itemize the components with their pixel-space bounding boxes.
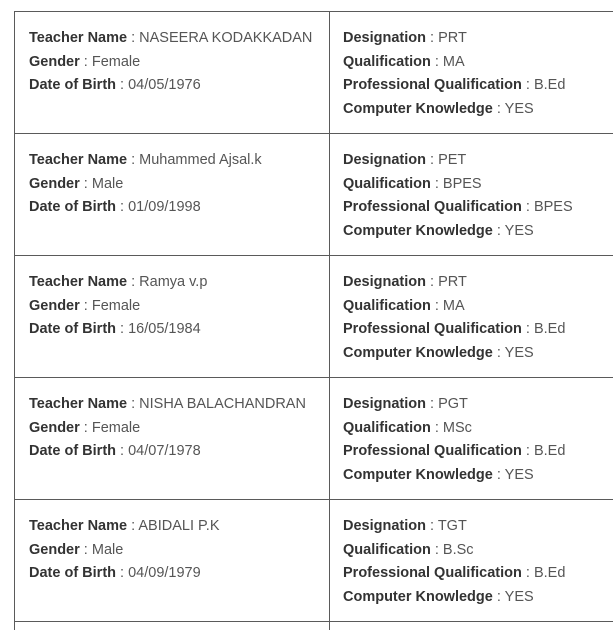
- professional-qualification-label: Professional Qualification: [343, 199, 522, 215]
- separator: :: [425, 274, 439, 290]
- separator: :: [521, 77, 534, 93]
- professional-qualification-value: B.Ed: [533, 321, 566, 337]
- qualification-value: B.Sc: [442, 541, 474, 558]
- teacher-info-cell: [15, 134, 330, 256]
- qualification-value: MA: [442, 53, 465, 70]
- separator: :: [521, 443, 534, 459]
- dob-value: 01/09/1998: [128, 199, 201, 215]
- professional-qualification-line: [343, 74, 613, 98]
- dob-value: 04/07/1978: [128, 443, 201, 459]
- teachers-table-body: [15, 12, 613, 631]
- teacher-name-value: Muhammed Ajsal.k: [139, 152, 262, 168]
- computer-knowledge-line: [343, 98, 613, 122]
- dob-line: [29, 440, 315, 464]
- professional-qualification-value: BPES: [533, 199, 573, 215]
- separator: :: [127, 396, 140, 412]
- gender-line: [29, 417, 315, 441]
- designation-label: Designation: [343, 518, 426, 534]
- empty-cell: [330, 622, 613, 631]
- qualification-line: [343, 539, 613, 563]
- designation-line: [343, 149, 613, 173]
- dob-value: 04/09/1979: [128, 565, 201, 581]
- computer-knowledge-label: Computer Knowledge: [343, 100, 493, 117]
- gender-line: [29, 173, 315, 197]
- dob-line: [29, 318, 315, 342]
- dob-label: Date of Birth: [29, 565, 116, 581]
- qualification-info-cell: [330, 500, 613, 622]
- gender-value: Male: [91, 541, 124, 558]
- teacher-info-cell: [15, 500, 330, 622]
- professional-qualification-line: [343, 196, 613, 220]
- table-row: [15, 500, 613, 622]
- designation-label: Designation: [343, 274, 426, 290]
- gender-label: Gender: [29, 53, 80, 70]
- computer-knowledge-value: YES: [504, 344, 534, 361]
- qualification-value: MA: [442, 297, 465, 314]
- qualification-line: [343, 173, 613, 197]
- computer-knowledge-line: [343, 586, 613, 610]
- separator: :: [521, 321, 534, 337]
- dob-label: Date of Birth: [29, 443, 116, 459]
- teacher-name-label: Teacher Name: [29, 152, 128, 168]
- dob-label: Date of Birth: [29, 321, 116, 337]
- dob-line: [29, 74, 315, 98]
- teacher-name-value: Ramya v.p: [139, 274, 208, 290]
- separator: :: [116, 443, 129, 459]
- separator: :: [430, 419, 443, 436]
- gender-value: Male: [91, 175, 124, 192]
- separator: :: [492, 588, 505, 605]
- separator: :: [116, 199, 129, 215]
- teacher-name-label: Teacher Name: [29, 274, 128, 290]
- separator: :: [116, 321, 129, 337]
- empty-cell: [15, 622, 330, 631]
- separator: :: [79, 419, 92, 436]
- qualification-label: Qualification: [343, 419, 431, 436]
- gender-line: [29, 51, 315, 75]
- qualification-line: [343, 295, 613, 319]
- teacher-name-line: [29, 271, 315, 295]
- computer-knowledge-label: Computer Knowledge: [343, 588, 493, 605]
- teacher-info-cell: [15, 12, 330, 134]
- designation-value: TGT: [437, 518, 467, 534]
- designation-label: Designation: [343, 152, 426, 168]
- qualification-value: MSc: [442, 419, 472, 436]
- teacher-name-line: [29, 515, 315, 539]
- separator: :: [116, 565, 129, 581]
- separator: :: [492, 466, 505, 483]
- separator: :: [79, 297, 92, 314]
- qualification-value: BPES: [442, 175, 482, 192]
- computer-knowledge-label: Computer Knowledge: [343, 222, 493, 239]
- designation-line: [343, 271, 613, 295]
- teacher-info-cell: [15, 378, 330, 500]
- qualification-info-cell: [330, 378, 613, 500]
- separator: :: [492, 100, 505, 117]
- gender-label: Gender: [29, 297, 80, 314]
- designation-line: [343, 27, 613, 51]
- separator: :: [430, 541, 443, 558]
- gender-line: [29, 295, 315, 319]
- computer-knowledge-value: YES: [504, 466, 534, 483]
- teacher-name-label: Teacher Name: [29, 30, 128, 46]
- computer-knowledge-line: [343, 220, 613, 244]
- table-row: [15, 256, 613, 378]
- computer-knowledge-line: [343, 342, 613, 366]
- teacher-name-line: [29, 149, 315, 173]
- professional-qualification-line: [343, 562, 613, 586]
- designation-line: [343, 515, 613, 539]
- professional-qualification-line: [343, 440, 613, 464]
- designation-label: Designation: [343, 396, 426, 412]
- separator: :: [430, 297, 443, 314]
- designation-value: PRT: [438, 30, 467, 46]
- teacher-name-line: [29, 27, 315, 51]
- professional-qualification-label: Professional Qualification: [343, 565, 522, 581]
- table-row: [15, 134, 613, 256]
- separator: :: [127, 274, 140, 290]
- separator: :: [79, 541, 92, 558]
- computer-knowledge-value: YES: [504, 222, 534, 239]
- qualification-info-cell: [330, 12, 613, 134]
- qualification-label: Qualification: [343, 297, 431, 314]
- computer-knowledge-label: Computer Knowledge: [343, 344, 493, 361]
- gender-label: Gender: [29, 541, 80, 558]
- dob-line: [29, 562, 315, 586]
- separator: :: [521, 565, 534, 581]
- designation-value: PET: [438, 152, 467, 168]
- separator: :: [521, 199, 534, 215]
- professional-qualification-value: B.Ed: [533, 565, 566, 581]
- table-row: [15, 12, 613, 134]
- computer-knowledge-value: YES: [504, 588, 534, 605]
- designation-label: Designation: [343, 30, 426, 46]
- professional-qualification-label: Professional Qualification: [343, 77, 522, 93]
- separator: :: [79, 53, 92, 70]
- teacher-info-cell: [15, 256, 330, 378]
- designation-line: [343, 393, 613, 417]
- dob-label: Date of Birth: [29, 77, 116, 93]
- professional-qualification-value: B.Ed: [533, 77, 566, 93]
- professional-qualification-label: Professional Qualification: [343, 321, 522, 337]
- separator: :: [425, 30, 439, 46]
- gender-label: Gender: [29, 175, 80, 192]
- dob-value: 04/05/1976: [128, 77, 201, 93]
- table-row: [15, 378, 613, 500]
- designation-value: PGT: [438, 396, 468, 412]
- separator: :: [425, 152, 439, 168]
- computer-knowledge-value: YES: [504, 100, 534, 117]
- separator: :: [425, 518, 438, 534]
- separator: :: [492, 222, 505, 239]
- qualification-label: Qualification: [343, 53, 431, 70]
- table-row-partial: [15, 622, 613, 631]
- qualification-info-cell: [330, 256, 613, 378]
- qualification-line: [343, 417, 613, 441]
- separator: :: [116, 77, 129, 93]
- dob-label: Date of Birth: [29, 199, 116, 215]
- professional-qualification-value: B.Ed: [533, 443, 566, 459]
- designation-value: PRT: [438, 274, 467, 290]
- separator: :: [127, 30, 140, 46]
- teacher-name-value: NASEERA KODAKKADAN: [139, 30, 313, 46]
- gender-value: Female: [91, 297, 141, 314]
- teacher-name-line: [29, 393, 315, 417]
- professional-qualification-line: [343, 318, 613, 342]
- teacher-name-value: NISHA BALACHANDRAN: [139, 396, 306, 412]
- separator: :: [492, 344, 505, 361]
- professional-qualification-label: Professional Qualification: [343, 443, 522, 459]
- teachers-table: [14, 11, 613, 630]
- gender-value: Female: [91, 53, 141, 70]
- computer-knowledge-line: [343, 464, 613, 488]
- separator: :: [425, 396, 439, 412]
- qualification-label: Qualification: [343, 175, 431, 192]
- qualification-line: [343, 51, 613, 75]
- separator: :: [127, 152, 140, 168]
- gender-value: Female: [91, 419, 141, 436]
- dob-value: 16/05/1984: [128, 321, 201, 337]
- teacher-name-label: Teacher Name: [29, 518, 128, 534]
- separator: :: [430, 175, 443, 192]
- separator: :: [79, 175, 92, 192]
- gender-label: Gender: [29, 419, 80, 436]
- qualification-label: Qualification: [343, 541, 431, 558]
- teacher-name-label: Teacher Name: [29, 396, 128, 412]
- separator: :: [430, 53, 443, 70]
- teacher-name-value: ABIDALI P.K: [138, 518, 220, 534]
- computer-knowledge-label: Computer Knowledge: [343, 466, 493, 483]
- separator: :: [127, 518, 139, 534]
- teachers-table-container: [14, 11, 613, 630]
- dob-line: [29, 196, 315, 220]
- gender-line: [29, 539, 315, 563]
- qualification-info-cell: [330, 134, 613, 256]
